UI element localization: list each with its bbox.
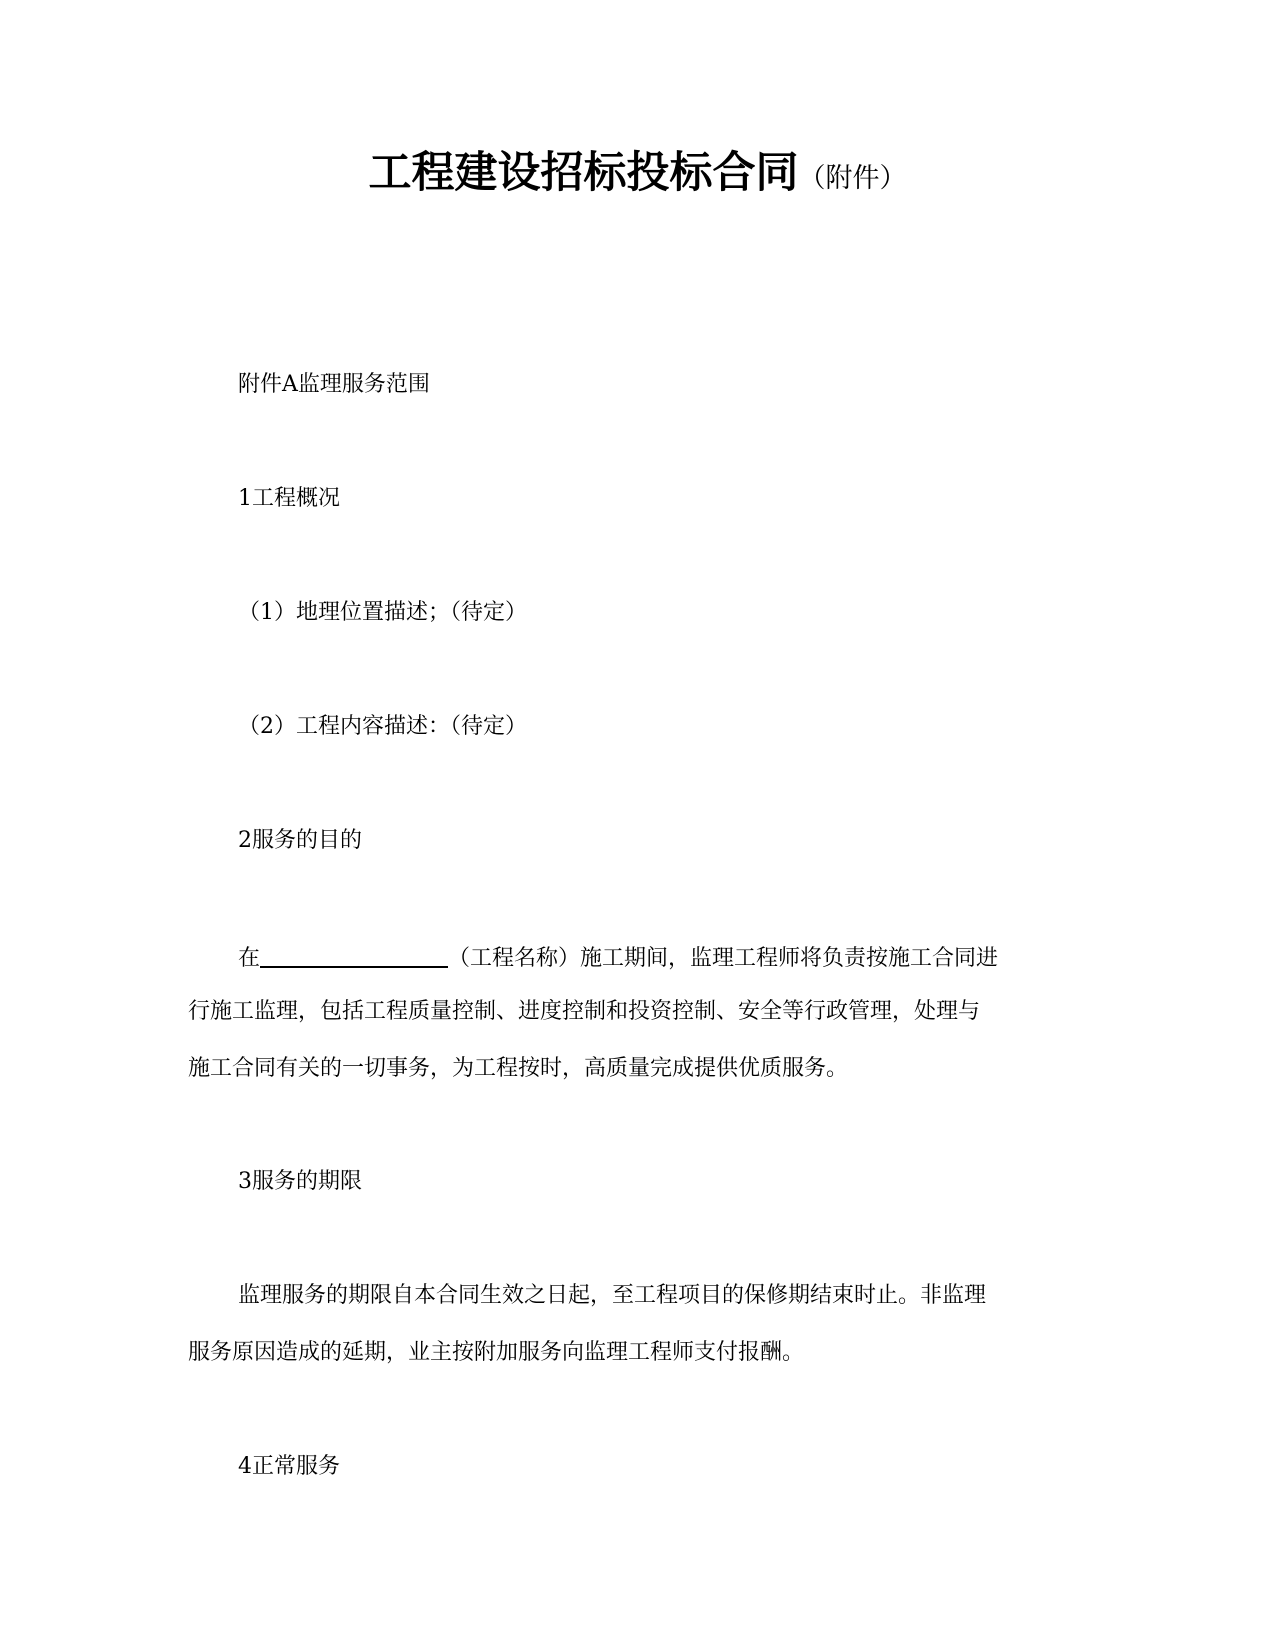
attachment-heading: 附件A监理服务范围: [238, 372, 430, 397]
paragraph-1-line-1-text: （工程名称）施工期间，监理工程师将负责按施工合同进: [448, 946, 999, 971]
page-title: [0, 148, 1275, 198]
document-title: 工程建设招标投标合同: [368, 148, 799, 198]
paragraph-1-line-3: 施工合同有关的一切事务，为工程按时，高质量完成提供优质服务。: [188, 1056, 849, 1081]
project-name-blank: [260, 944, 448, 968]
paragraph-1-lead: 在: [238, 946, 261, 971]
paragraph-2-line-1: 监理服务的期限自本合同生效之日起，至工程项目的保修期结束时止。非监理: [238, 1283, 987, 1308]
section-heading-1: 1工程概况: [238, 486, 340, 511]
paragraph-1-line-2: 行施工监理，包括工程质量控制、进度控制和投资控制、安全等行政管理，处理与: [188, 999, 981, 1024]
list-item-2: （2）工程内容描述：（待定）: [238, 714, 527, 739]
section-heading-4: 4正常服务: [238, 1454, 340, 1479]
section-heading-2: 2服务的目的: [238, 828, 362, 853]
paragraph-2-line-2: 服务原因造成的延期，业主按附加服务向监理工程师支付报酬。: [188, 1340, 805, 1365]
list-item-1: （1）地理位置描述；（待定）: [238, 600, 527, 625]
paragraph-1-line-1: [238, 944, 998, 970]
section-heading-3: 3服务的期限: [238, 1169, 362, 1194]
document-title-suffix: （附件）: [798, 163, 907, 194]
